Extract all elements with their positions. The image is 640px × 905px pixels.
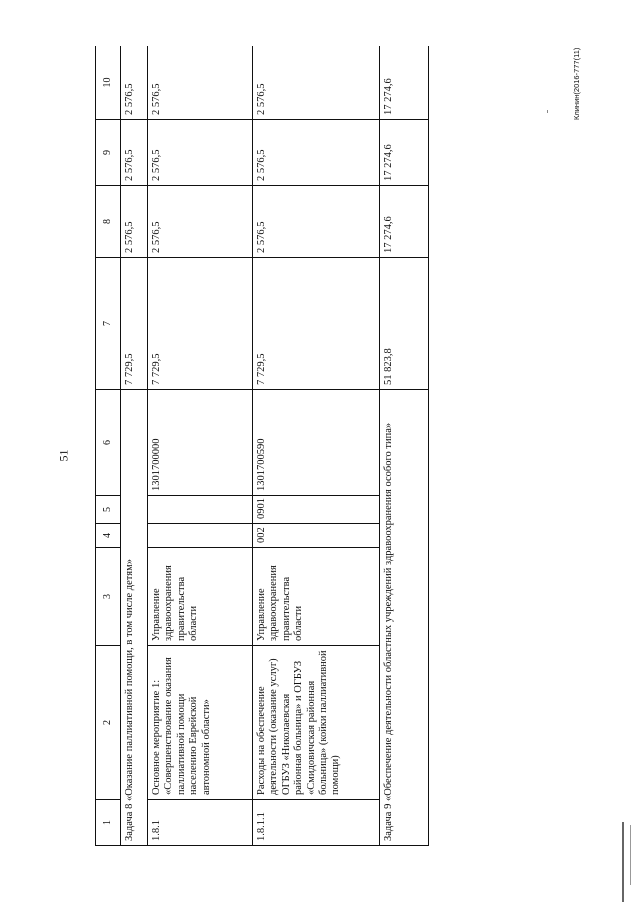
col-header-5: 5 [96,496,121,524]
value-c9: 2 576,5 [148,120,253,186]
code-csr: 1301700590 [253,390,380,496]
task9-total-c10: 17 274,6 [380,46,429,120]
col-header-9: 9 [96,120,121,186]
task9-total-c8: 17 274,6 [380,186,429,258]
code-rzpr [148,496,253,524]
code-csr: 1301700000 [148,390,253,496]
col-header-8: 8 [96,186,121,258]
document-code: Клинин(2016-777(11) [572,47,581,120]
margin-line [622,822,624,902]
task9-total-c7: 51 823,8 [380,258,429,390]
row-number: 1.8.1.1 [253,800,380,846]
value-c7: 7 729,5 [253,258,380,390]
col-header-6: 6 [96,390,121,496]
value-c7: 7 729,5 [148,258,253,390]
value-c8: 2 576,5 [253,186,380,258]
task8-title: Задача 8 «Оказание паллиативной помощи, в том числе детям» [121,390,148,846]
page-number: 51 [56,449,71,462]
scan-mark [630,825,631,885]
task8-total-c8: 2 576,5 [121,186,148,258]
task9-row [380,46,429,846]
col-header-2: 2 [96,646,121,800]
col-header-7: 7 [96,258,121,390]
table-row-1-8-1 [148,46,253,846]
value-c8: 2 576,5 [148,186,253,258]
executor: Управление здравоохранения правительства области [253,548,380,646]
measure-name: Основное мероприятие 1: «Совершенствование оказания паллиативной помощи населению Еврейской автономной области» [148,646,253,800]
header-row [96,46,121,846]
row-number: 1.8.1 [148,800,253,846]
code-grbs: 002 [253,524,380,548]
value-c10: 2 576,5 [253,46,380,120]
budget-table [95,46,429,846]
task8-total-c7: 7 729,5 [121,258,148,390]
task8-total-c9: 2 576,5 [121,120,148,186]
col-header-10: 10 [96,46,121,120]
scan-tick [547,110,548,113]
col-header-1: 1 [96,800,121,846]
col-header-3: 3 [96,548,121,646]
table-row-1-8-1-1 [253,46,380,846]
col-header-4: 4 [96,524,121,548]
value-c10: 2 576,5 [148,46,253,120]
executor: Управление здравоохранения правительства области [148,548,253,646]
task9-total-c9: 17 274,6 [380,120,429,186]
code-grbs [148,524,253,548]
code-rzpr: 0901 [253,496,380,524]
task8-total-c10: 2 576,5 [121,46,148,120]
rotated-table-container [95,46,447,846]
measure-name: Расходы на обеспечение деятельности (оказание услуг) ОГБУЗ «Николаевская районная больница» и ОГБУЗ «Смидовичская районная больница» (койки паллиативной помощи) [253,646,380,800]
task9-title: Задача 9 «Обеспечение деятельности областных учреждений здравоохранения особого типа» [380,390,429,846]
value-c9: 2 576,5 [253,120,380,186]
table-region [95,46,447,846]
task8-row [121,46,148,846]
